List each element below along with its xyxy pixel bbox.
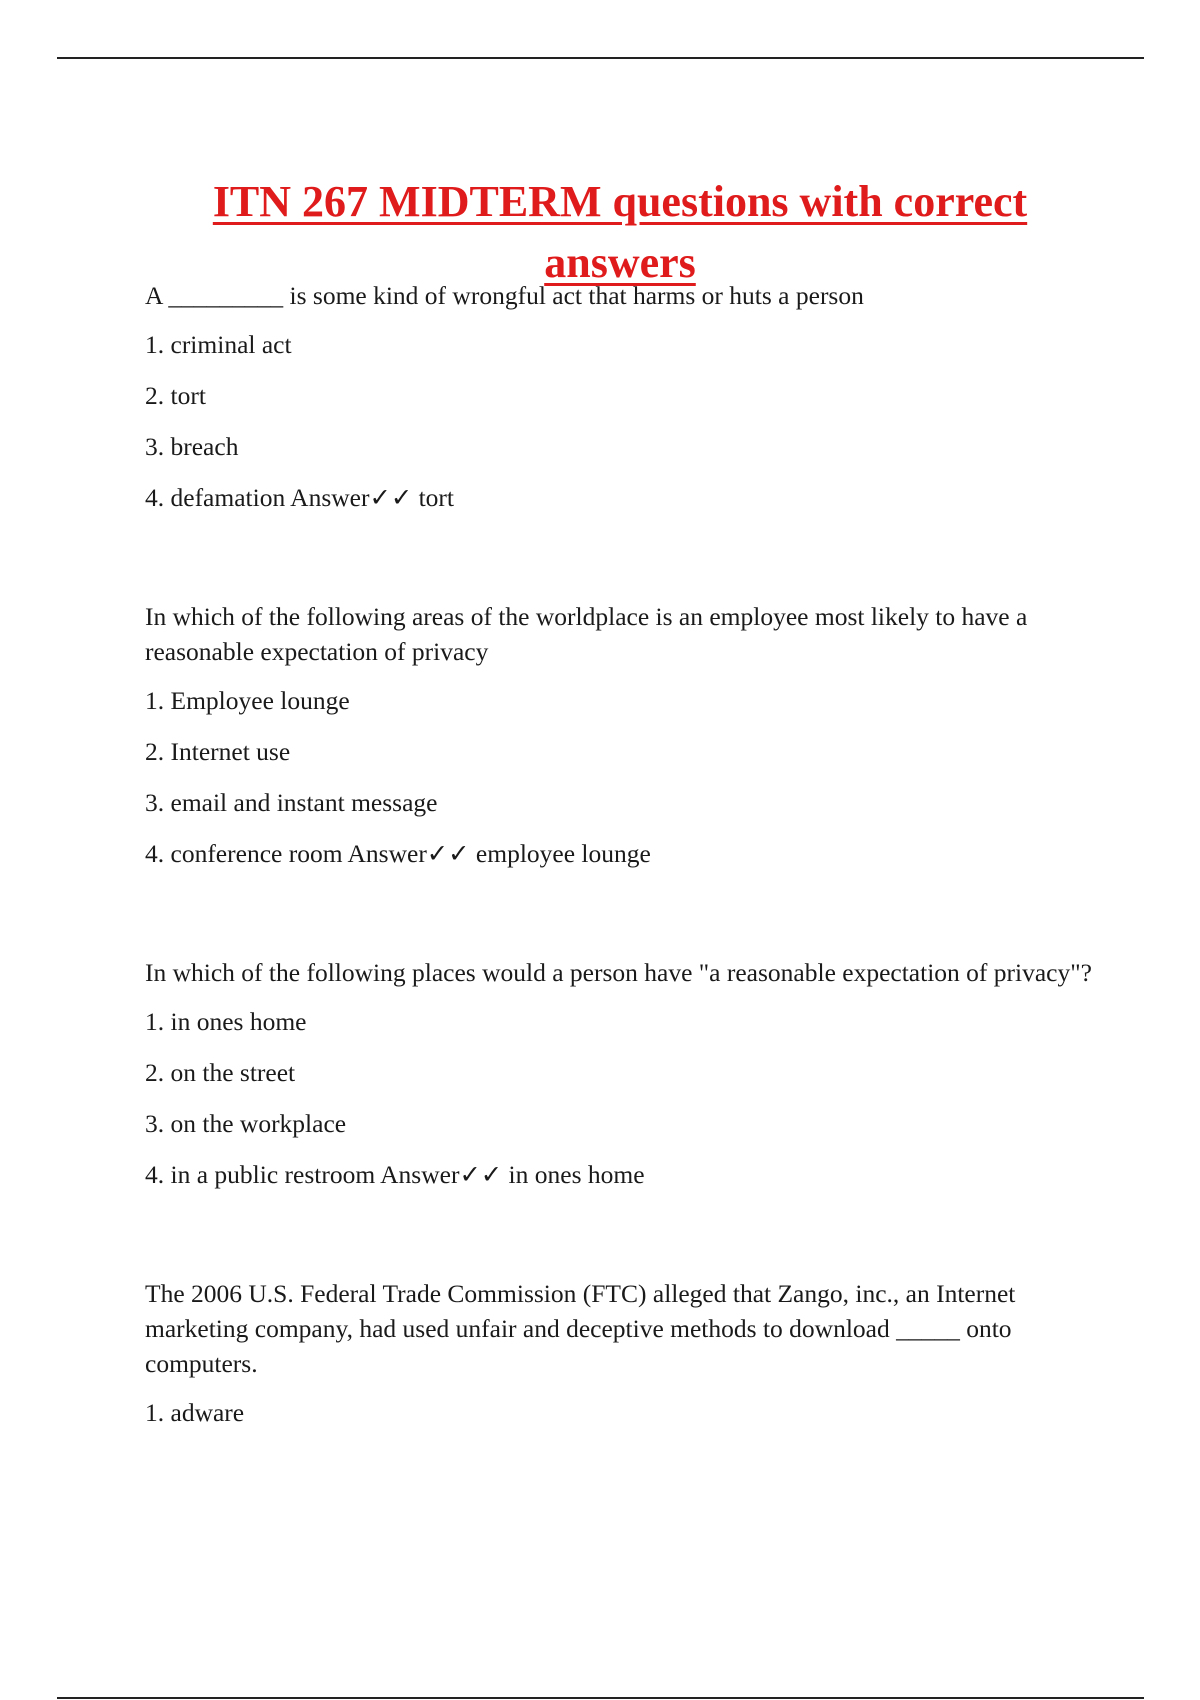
question-spacer (145, 1208, 1105, 1276)
question-3 (145, 955, 1105, 1192)
answer-option: 3. email and instant message (145, 788, 438, 817)
question-1 (145, 278, 1105, 515)
page-top-rule (57, 57, 1144, 59)
answer-option-with-answer: 4. defamation Answer✓✓ tort (145, 483, 455, 512)
question-4 (145, 1276, 1105, 1430)
answer-option-with-answer: 4. conference room Answer✓✓ employee lounge (145, 839, 651, 868)
question-text: The 2006 U.S. Federal Trade Commission (FTC) alleged that Zango, inc., an Internet marketing company, had used unfair and deceptive methods to download _____ onto computers. (145, 1279, 1016, 1378)
question-text: In which of the following places would a person have "a reasonable expectation of privacy"? (145, 958, 1092, 987)
question-text: In which of the following areas of the worldplace is an employee most likely to have a reasonable expectation of privacy (145, 602, 1028, 666)
question-text: A _________ is some kind of wrongful act that harms or huts a person (145, 281, 864, 310)
document-title: ITN 267 MIDTERM questions with correct answers (212, 177, 1028, 288)
answer-option: 3. on the workplace (145, 1109, 347, 1138)
questions-list (145, 278, 1105, 1446)
answer-option: 2. tort (145, 381, 206, 410)
question-spacer (145, 531, 1105, 599)
question-spacer (145, 887, 1105, 955)
page-bottom-rule (57, 1697, 1144, 1699)
answer-option-with-answer: 4. in a public restroom Answer✓✓ in ones home (145, 1160, 645, 1189)
answer-option: 1. criminal act (145, 330, 292, 359)
answer-option: 3. breach (145, 432, 239, 461)
answer-option: 1. adware (145, 1398, 245, 1427)
question-2 (145, 599, 1105, 871)
answer-option: 2. Internet use (145, 737, 291, 766)
answer-option: 1. Employee lounge (145, 686, 350, 715)
answer-option: 2. on the street (145, 1058, 296, 1087)
answer-option: 1. in ones home (145, 1007, 307, 1036)
